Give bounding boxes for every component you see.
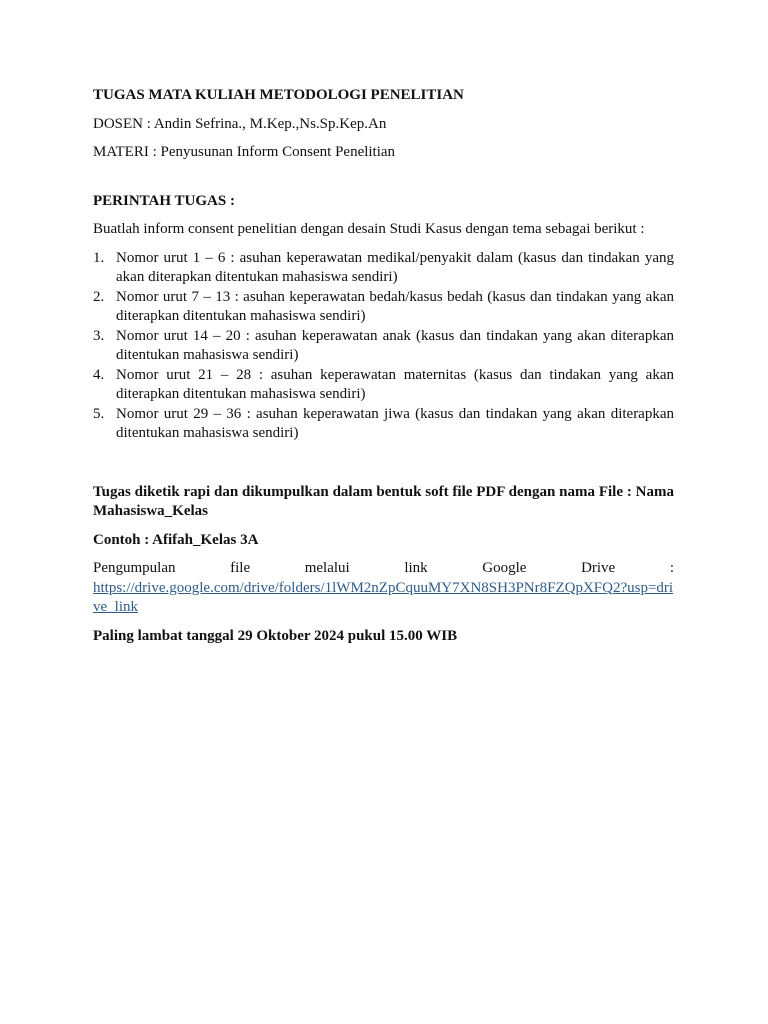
list-item	[93, 249, 674, 288]
deadline-text: Paling lambat tanggal 29 Oktober 2024 pukul 15.00 WIB	[93, 627, 458, 644]
submission-line	[93, 559, 674, 579]
perintah-heading: PERINTAH TUGAS :	[93, 192, 235, 209]
submission-word: Pengumpulan	[93, 560, 176, 576]
list-item	[93, 366, 674, 405]
submission-word: file	[230, 560, 251, 576]
task-list	[93, 249, 674, 444]
submission-paragraph	[93, 559, 674, 618]
intro-text: Buatlah inform consent penelitian dengan desain Studi Kasus dengan tema sebagai berikut :	[93, 221, 645, 237]
list-item	[93, 405, 674, 444]
list-item-number: 5.	[93, 405, 105, 422]
contoh-text: Contoh : Afifah_Kelas 3A	[93, 531, 259, 548]
list-item-text: Nomor urut 1 – 6 : asuhan keperawatan medikal/penyakit dalam (kasus dan tindakan yang akan diterapkan ditentukan mahasiswa sendiri)	[116, 249, 674, 285]
submission-word: melalui	[304, 560, 350, 576]
list-item	[93, 327, 674, 366]
submission-word: :	[669, 560, 674, 576]
instruction-text: Tugas diketik rapi dan dikumpulkan dalam bentuk soft file PDF dengan nama File : Nama Mahasiswa_Kelas	[93, 483, 674, 519]
list-item-text: Nomor urut 7 – 13 : asuhan keperawatan bedah/kasus bedah (kasus dan tindakan yang akan diterapkan ditentukan mahasiswa sendiri)	[116, 288, 674, 324]
document-title: TUGAS MATA KULIAH METODOLOGI PENELITIAN	[93, 87, 464, 103]
submission-word: Google	[482, 560, 527, 576]
list-item-number: 4.	[93, 366, 105, 383]
list-item	[93, 288, 674, 327]
list-item-text: Nomor urut 14 – 20 : asuhan keperawatan anak (kasus dan tindakan yang akan diterapkan ditentukan mahasiswa sendiri)	[116, 327, 674, 363]
materi-line: MATERI : Penyusunan Inform Consent Penelitian	[93, 144, 396, 160]
submission-word: link	[404, 560, 428, 576]
list-item-number: 1.	[93, 249, 105, 266]
document-page	[93, 86, 674, 646]
list-item-text: Nomor urut 29 – 36 : asuhan keperawatan jiwa (kasus dan tindakan yang akan diterapkan ditentukan mahasiswa sendiri)	[116, 405, 674, 441]
list-item-text: Nomor urut 21 – 28 : asuhan keperawatan maternitas (kasus dan tindakan yang akan diterapkan ditentukan mahasiswa sendiri)	[116, 366, 674, 402]
list-item-number: 3.	[93, 327, 105, 344]
lecturer-line: DOSEN : Andin Sefrina., M.Kep.,Ns.Sp.Kep.An	[93, 115, 387, 132]
google-drive-link[interactable]: https://drive.google.com/drive/folders/1lWM2nZpCquuMY7XN8SH3PNr8FZQpXFQ2?usp=drive_link	[93, 579, 674, 615]
list-item-number: 2.	[93, 288, 105, 305]
submission-word: Drive	[581, 560, 616, 576]
